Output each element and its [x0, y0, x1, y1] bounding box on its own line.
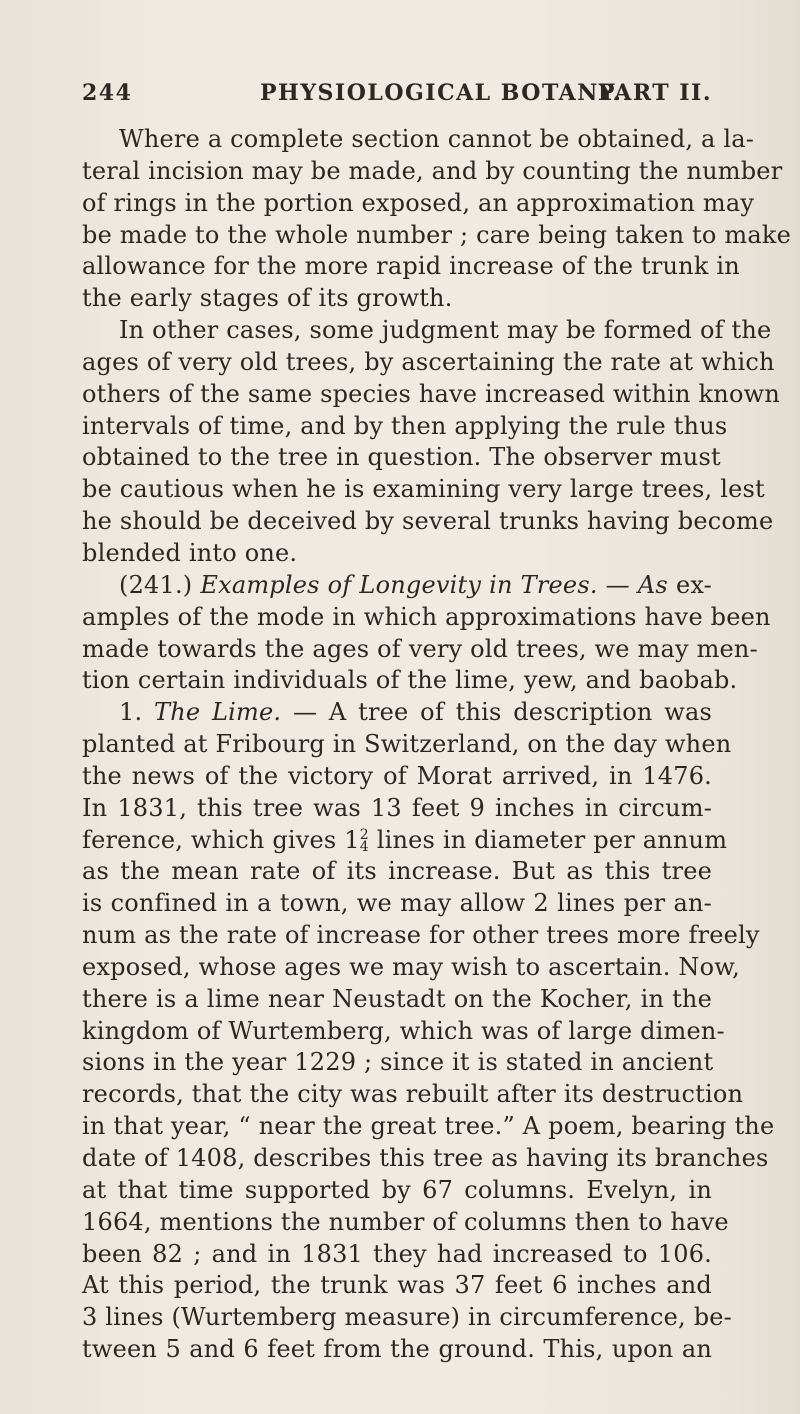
- text-line: the news of the victory of Morat arrived, in 1476.: [82, 761, 712, 790]
- text-fragment: ex-: [667, 570, 712, 599]
- text-line: num as the rate of increase for other trees more freely: [82, 921, 760, 950]
- text-line: 1664, mentions the number of columns then to have: [82, 1207, 729, 1236]
- text-line: tween 5 and 6 feet from the ground. This, upon an: [82, 1335, 712, 1364]
- text-line: amples of the mode in which approximations have been: [82, 602, 771, 631]
- text-line: tion certain individuals of the lime, yew, and baobab.: [82, 666, 738, 695]
- text-line: be cautious when he is examining very large trees, lest: [82, 475, 765, 504]
- section-heading-line: [82, 570, 712, 602]
- text-line: intervals of time, and by then applying the rule thus: [82, 411, 728, 440]
- text-line: kingdom of Wurtemberg, which was of large dimen-: [82, 1016, 725, 1045]
- subsection-number: 1.: [119, 698, 155, 727]
- text-line: been 82 ; and in 1831 they had increased to 106.: [82, 1239, 712, 1268]
- text-line: in that year, “ near the great tree.” A poem, bearing the: [82, 1112, 775, 1141]
- text-line: ages of very old trees, by ascertaining the rate at which: [82, 347, 775, 376]
- text-line-with-fraction: [82, 825, 728, 857]
- text-line: made towards the ages of very old trees, we may men-: [82, 634, 758, 663]
- text-line: he should be deceived by several trunks having become: [82, 507, 774, 536]
- fraction-numerator: 2: [359, 827, 369, 844]
- fraction-denominator: 4: [359, 839, 369, 856]
- section-title: Examples of Longevity in Trees. — As: [200, 570, 668, 599]
- fraction: [359, 827, 369, 856]
- text-line: planted at Fribourg in Switzerland, on the day when: [82, 730, 732, 759]
- text-line: others of the same species have increased within known: [82, 379, 780, 408]
- text-line: sions in the year 1229 ; since it is stated in ancient: [82, 1048, 714, 1077]
- page-number: 244: [82, 80, 133, 106]
- text-line: allowance for the more rapid increase of the trunk in: [82, 252, 740, 281]
- text-line: blended into one.: [82, 538, 298, 567]
- text-line: records, that the city was rebuilt after its destruction: [82, 1080, 744, 1109]
- text-line: at that time supported by 67 columns. Evelyn, in: [82, 1175, 712, 1204]
- part-label: PART II.: [597, 80, 712, 106]
- text-fragment: ference, which gives 1: [82, 825, 360, 854]
- text-line: At this period, the trunk was 37 feet 6 inches and: [82, 1271, 712, 1300]
- text-line: teral incision may be made, and by counting the number: [82, 156, 783, 185]
- text-line: 3 lines (Wurtemberg measure) in circumference, be-: [82, 1303, 732, 1332]
- section-number: (241.): [119, 570, 201, 599]
- text-line: Where a complete section cannot be obtained, a la-: [119, 125, 755, 153]
- subsection-title: The Lime. —: [154, 698, 318, 727]
- text-line: In 1831, this tree was 13 feet 9 inches in circum-: [82, 793, 712, 822]
- text-fragment: lines in diameter per annum: [368, 825, 728, 854]
- text-line: as the mean rate of its increase. But as this tree: [82, 857, 712, 886]
- text-line: be made to the whole number ; care being taken to make: [82, 220, 791, 249]
- text-line: the early stages of its growth.: [82, 284, 453, 313]
- text-line: In other cases, some judgment may be formed of the: [119, 316, 772, 345]
- text-line: exposed, whose ages we may wish to ascertain. Now,: [82, 952, 740, 981]
- subsection-heading-line: [82, 697, 712, 729]
- text-line: of rings in the portion exposed, an approximation may: [82, 188, 755, 217]
- text-line: is confined in a town, we may allow 2 lines per an-: [82, 889, 712, 918]
- body-text: [82, 124, 791, 1366]
- running-header: [82, 80, 712, 116]
- running-title: PHYSIOLOGICAL BOTANY.: [260, 80, 623, 106]
- text-fragment: A tree of this description was: [317, 698, 712, 727]
- text-line: date of 1408, describes this tree as having its branches: [82, 1144, 769, 1172]
- text-line: there is a lime near Neustadt on the Kocher, in the: [82, 984, 712, 1013]
- text-line: obtained to the tree in question. The observer must: [82, 443, 721, 472]
